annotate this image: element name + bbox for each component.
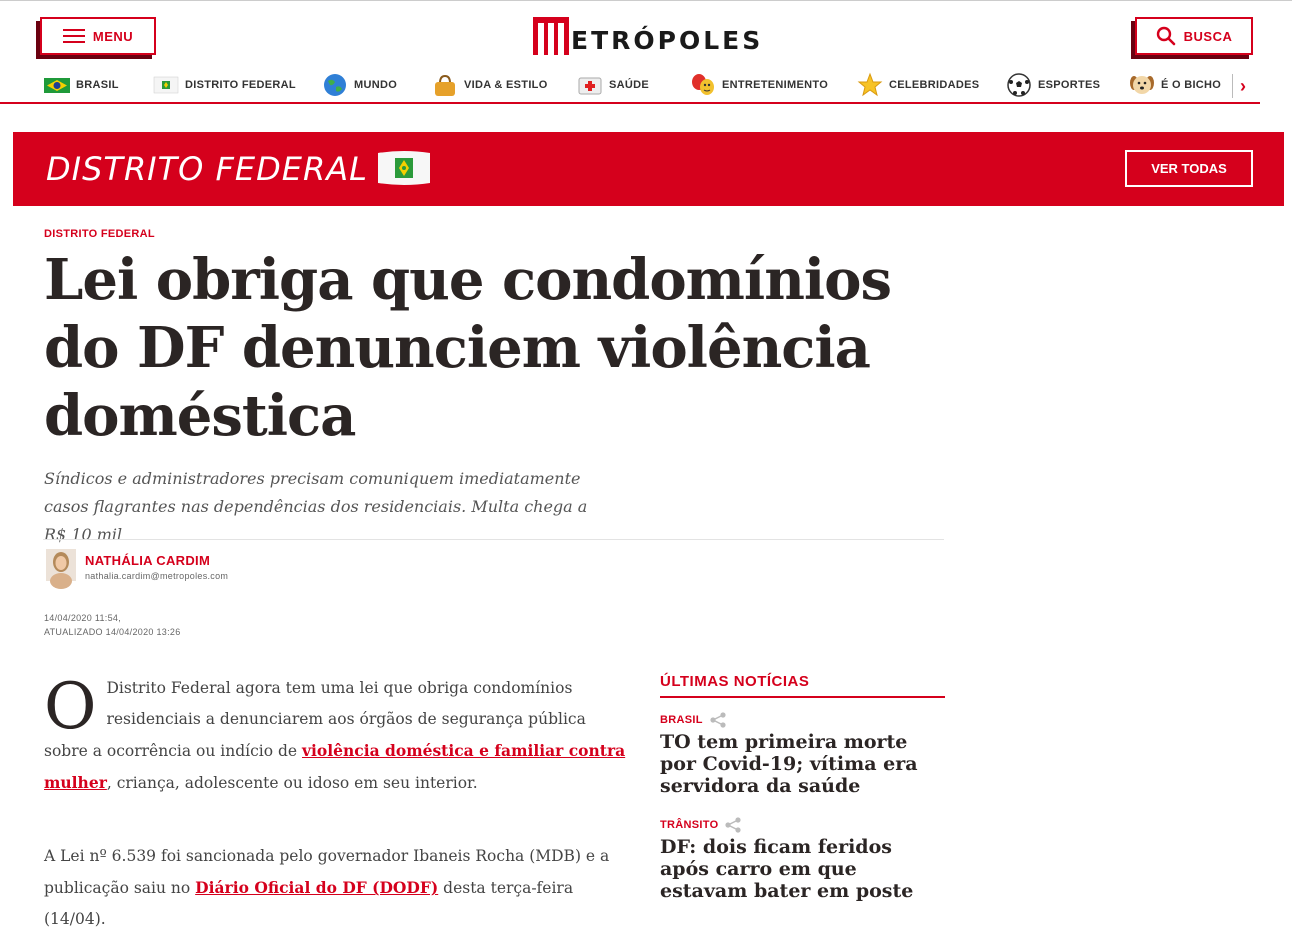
ver-todas-button[interactable]: VER TODAS: [1125, 150, 1253, 187]
section-title: DISTRITO FEDERAL: [46, 150, 368, 188]
star-icon: [857, 72, 883, 98]
article-body: [44, 670, 634, 935]
logo-text: ETRÓPOLES: [571, 25, 764, 55]
author-name[interactable]: NATHÁLIA CARDIM: [85, 553, 211, 568]
nav-item-distrito-federal[interactable]: DISTRITO FEDERAL: [153, 72, 296, 98]
site-logo[interactable]: [533, 16, 763, 56]
section-banner: [13, 132, 1284, 206]
drop-cap: O: [44, 670, 97, 744]
latest-news-title: ÚLTIMAS NOTÍCIAS: [660, 673, 945, 698]
site-header: [0, 4, 1292, 104]
published-date: 14/04/2020 11:54,: [44, 613, 121, 623]
df-flag-icon: [153, 72, 179, 98]
news-title[interactable]: TO tem primeira morte por Covid-19; vítima era servidora da saúde: [660, 731, 918, 797]
search-label: BUSCA: [1183, 28, 1233, 44]
nav-item-vida-estilo[interactable]: VIDA & ESTILO: [432, 72, 548, 98]
nav-item-brasil[interactable]: BRASIL: [44, 72, 119, 98]
first-aid-icon: [577, 72, 603, 98]
globe-icon: [322, 72, 348, 98]
nav-item-entretenimento[interactable]: ENTRETENIMENTO: [690, 72, 828, 98]
nav-item-e-o-bicho[interactable]: É O BICHO: [1129, 72, 1221, 98]
menu-button[interactable]: [40, 17, 156, 55]
news-title[interactable]: DF: dois ficam feridos após carro em que estavam bater em poste: [660, 836, 914, 902]
nav-item-saude[interactable]: SAÚDE: [577, 72, 649, 98]
article-subtitle: Síndicos e administradores precisam comuniquem imediatamente casos flagrantes nas dependências dos residenciais. Multa chega a R$ 10 mil: [44, 469, 588, 544]
news-category[interactable]: TRÂNSITO: [660, 819, 719, 831]
nav-item-mundo[interactable]: MUNDO: [322, 72, 397, 98]
dog-icon: [1129, 72, 1155, 98]
chevron-right-icon[interactable]: ›: [1240, 76, 1246, 96]
search-icon: [1156, 26, 1176, 46]
menu-label: MENU: [92, 28, 134, 44]
link-dodf[interactable]: Diário Oficial do DF (DODF): [195, 878, 439, 897]
latest-news-sidebar: [660, 673, 945, 902]
author-block: [44, 539, 944, 581]
news-category[interactable]: BRASIL: [660, 714, 703, 726]
brazil-flag-icon: [44, 72, 70, 98]
category-nav: [0, 68, 1260, 104]
search-button[interactable]: [1135, 17, 1253, 55]
df-flag-icon: [376, 149, 432, 187]
nav-item-esportes[interactable]: ESPORTES: [1006, 72, 1100, 98]
article-kicker[interactable]: DISTRITO FEDERAL: [44, 228, 155, 240]
paragraph-2: A Lei nº 6.539 foi sancionada pelo governador Ibaneis Rocha (MDB) e a publicação saiu no Diário Oficial do DF (DODF) desta terça-feira (14/04).: [44, 847, 610, 928]
article-headline: Lei obriga que condomínios do DF denunciem violência doméstica: [44, 247, 892, 449]
updated-date: ATUALIZADO 14/04/2020 13:26: [44, 627, 181, 637]
share-icon[interactable]: [709, 712, 727, 728]
author-avatar[interactable]: [46, 549, 76, 581]
nav-divider: [1232, 74, 1233, 98]
handbag-icon: [432, 72, 458, 98]
logo-m-icon: [533, 17, 569, 55]
paragraph-1: O Distrito Federal agora tem uma lei que obriga condomínios residenciais a denunciarem aos órgãos de segurança pública sobre a ocorrência ou indício de violência doméstica e familiar contra mulher, criança, adolescente ou idoso em seu interior.: [44, 670, 626, 792]
news-item[interactable]: [660, 712, 945, 797]
soccer-ball-icon: [1006, 72, 1032, 98]
author-email[interactable]: nathalia.cardim@metropoles.com: [85, 571, 229, 581]
share-icon[interactable]: [724, 817, 742, 833]
news-item[interactable]: [660, 817, 945, 902]
nav-item-celebridades[interactable]: CELEBRIDADES: [857, 72, 979, 98]
link-violencia-domestica[interactable]: violência doméstica e familiar contra mulher: [44, 741, 626, 792]
theater-masks-icon: [690, 72, 716, 98]
hamburger-icon: [63, 29, 85, 43]
